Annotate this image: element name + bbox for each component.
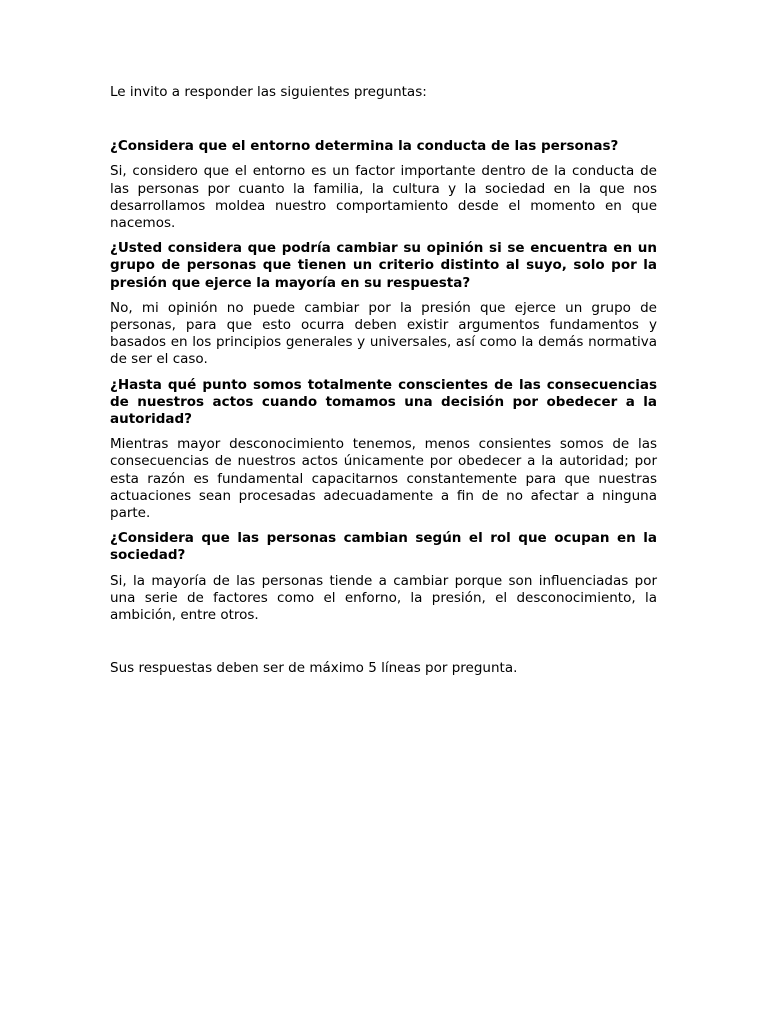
intro-text: Le invito a responder las siguientes preguntas: (110, 84, 427, 100)
answer-1: Si, considero que el entorno es un factor importante dentro de la conducta de las personas por cuanto la familia, la cultura y la sociedad en la que nos desarrollamos moldea nuestro comportamiento desde el momento en que nacemos. (110, 163, 657, 232)
answer-2: No, mi opinión no puede cambiar por la presión que ejerce un grupo de personas, para que esto ocurra deben existir argumentos fundamentos y basados en los principios generales y universales, así como la demás normativa de ser el caso. (110, 299, 657, 368)
closing-note: Sus respuestas deben ser de máximo 5 líneas por pregunta. (110, 660, 518, 677)
question-1: ¿Considera que el entorno determina la conducta de las personas? (110, 138, 619, 155)
questions-section (110, 138, 657, 624)
question-2: ¿Usted considera que podría cambiar su opinión si se encuentra en un grupo de personas que tienen un criterio distinto al suyo, solo por la presión que ejerce la mayoría en su respuesta? (110, 240, 657, 291)
answer-3: Mientras mayor desconocimiento tenemos, menos consientes somos de las consecuencias de nuestros actos únicamente por obedecer a la autoridad; por esta razón es fundamental capacitarnos constantemente para que nuestras actuaciones sean procesadas adecuadamente a fin de no afectar a ninguna parte. (110, 436, 657, 522)
question-4: ¿Considera que las personas cambian según el rol que ocupan en la sociedad? (110, 530, 657, 564)
question-3: ¿Hasta qué punto somos totalmente conscientes de las consecuencias de nuestros actos cuando tomamos una decisión por obedecer a la autoridad? (110, 376, 657, 428)
answer-4: Si, la mayoría de las personas tiende a cambiar porque son influenciadas por una serie de factores como el enforno, la presión, el desconocimiento, la ambición, entre otros. (110, 572, 657, 624)
document-page (110, 84, 657, 677)
